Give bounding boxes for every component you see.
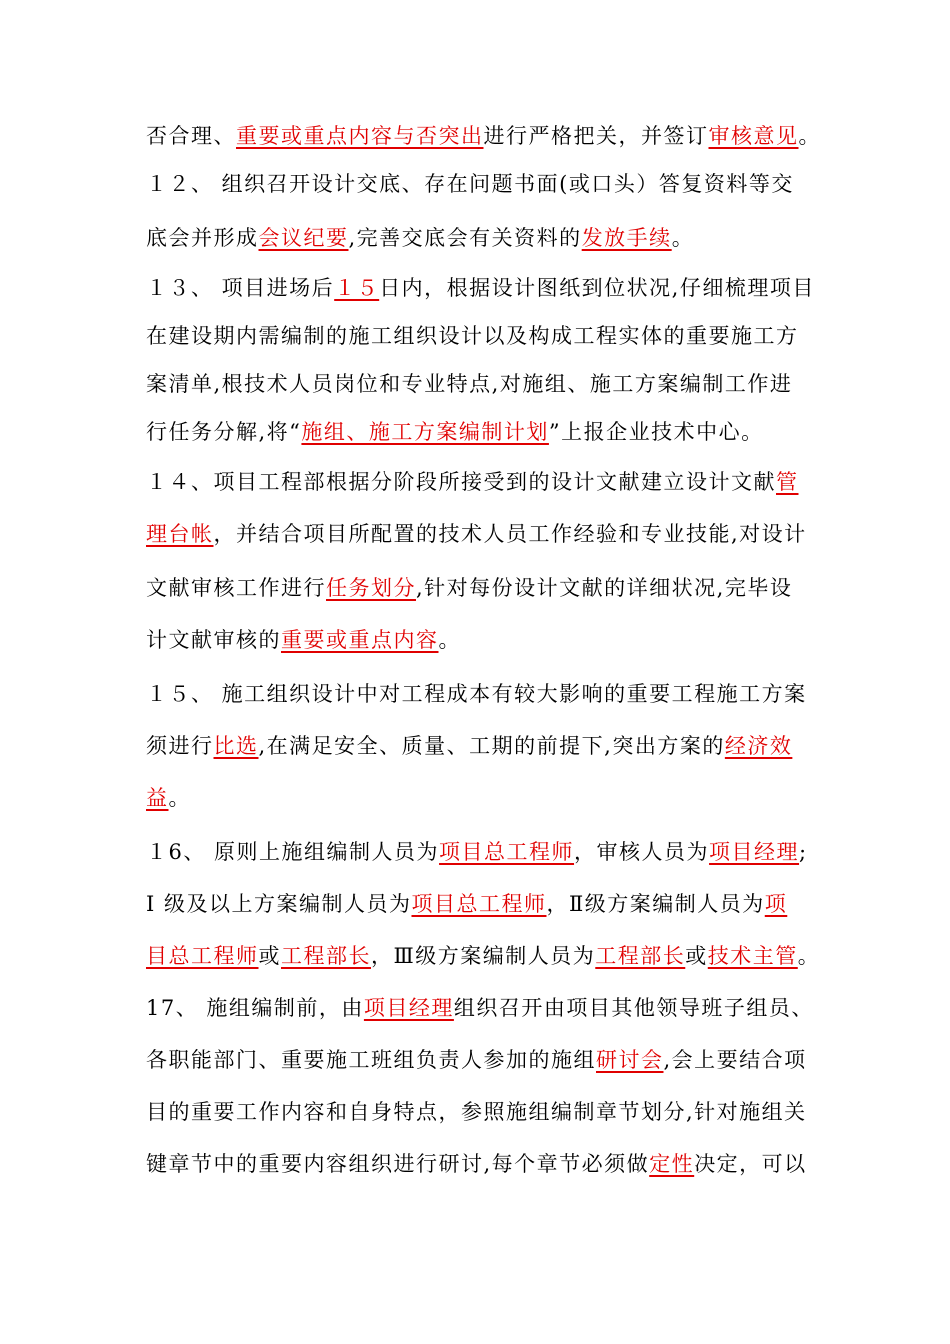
text-line (146, 220, 826, 256)
text-run: 。 (671, 226, 695, 250)
highlighted-term: 理台帐 (146, 522, 214, 546)
text-run: 或 (258, 944, 281, 968)
text-run: ，Ⅲ级方案编制人员为 (371, 944, 596, 968)
text-run: ，审核人员为 (574, 840, 710, 864)
text-run: Ⅰ 级及以上方案编制人员为 (146, 892, 412, 916)
text-run: 目的重要工作内容和自身特点，参照施组编制章节划分,针对施组关 (146, 1100, 807, 1124)
highlighted-term: 审核意见 (708, 124, 799, 148)
text-run: 决定，可以 (694, 1152, 807, 1176)
highlighted-term: 项目经理 (363, 996, 454, 1020)
text-line (146, 834, 826, 870)
text-line (146, 318, 826, 354)
text-run: 。 (168, 786, 191, 810)
text-line (146, 118, 826, 154)
text-run: 组织召开由项目其他领导班子组员、 (453, 996, 814, 1020)
text-run: ,会上要结合项 (663, 1048, 807, 1072)
highlighted-term: 目总工程师 (146, 944, 259, 968)
text-line (146, 780, 826, 816)
text-run: １４、项目工程部根据分阶段所接受到的设计文献建立设计文献 (146, 470, 776, 494)
text-line (146, 886, 826, 922)
text-line (146, 270, 826, 306)
highlighted-term: 技术主管 (707, 944, 798, 968)
text-line (146, 414, 826, 450)
text-run: 各职能部门、重要施工班组负责人参加的施组 (146, 1048, 596, 1072)
text-run: 日内，根据设计图纸到位状况,仔细梳理项目 (379, 276, 815, 300)
text-line (146, 366, 826, 402)
text-run: 否合理、 (146, 124, 236, 148)
highlighted-term: 经济效 (724, 734, 793, 758)
text-run: 。 (438, 628, 461, 652)
text-run: ”上报企业技术中心。 (548, 420, 764, 444)
text-run: 。 (798, 124, 821, 148)
text-run: ，Ⅱ级方案编制人员为 (546, 892, 765, 916)
text-line (146, 166, 826, 202)
highlighted-term: 工程部长 (281, 944, 371, 968)
text-run: 底会并形成 (146, 226, 259, 250)
highlighted-term: 会议纪要 (258, 226, 349, 250)
text-line (146, 1042, 826, 1078)
highlighted-term: 益 (146, 786, 169, 810)
text-line (146, 990, 826, 1026)
text-run: 或 (685, 944, 708, 968)
text-run: 文献审核工作进行 (146, 576, 326, 600)
highlighted-term: 研讨会 (596, 1048, 664, 1072)
text-run: 进行严格把关，并签订 (483, 124, 709, 148)
highlighted-term: 管 (776, 470, 799, 494)
text-run: 键章节中的重要内容组织进行研讨,每个章节必须做 (146, 1152, 650, 1176)
text-run: ,完善交底会有关资料的 (348, 226, 582, 250)
highlighted-term: 任务划分 (326, 576, 416, 600)
text-line (146, 622, 826, 658)
highlighted-term: １５ (334, 276, 380, 300)
text-run: 计文献审核的 (146, 628, 281, 652)
highlighted-term: 项目经理 (709, 840, 800, 864)
text-line (146, 938, 826, 974)
text-line (146, 464, 826, 500)
text-run: １３、 项目进场后 (146, 276, 335, 300)
text-line (146, 676, 826, 712)
text-run: 。 (797, 944, 821, 968)
text-run: ; (799, 840, 808, 864)
text-run: １6、 原则上施组编制人员为 (146, 840, 440, 864)
text-run: 17、 施组编制前，由 (146, 996, 364, 1020)
highlighted-term: 项目总工程师 (411, 892, 547, 916)
highlighted-term: 施组、施工方案编制计划 (301, 420, 549, 444)
text-run: 行任务分解,将“ (146, 420, 302, 444)
highlighted-term: 重要或重点内容与否突出 (236, 124, 484, 148)
highlighted-term: 比选 (213, 734, 259, 758)
text-run: ,针对每份设计文献的详细状况,完毕设 (416, 576, 793, 600)
text-line (146, 1146, 826, 1182)
highlighted-term: 定性 (649, 1152, 695, 1176)
text-run: 在建设期内需编制的施工组织设计以及构成工程实体的重要施工方 (146, 324, 799, 348)
text-line (146, 516, 826, 552)
text-line (146, 1094, 826, 1130)
highlighted-term: 工程部长 (595, 944, 686, 968)
highlighted-term: 项 (764, 892, 788, 916)
highlighted-term: 项目总工程师 (439, 840, 575, 864)
text-run: ，并结合项目所配置的技术人员工作经验和专业技能,对设计 (213, 522, 807, 546)
text-run: ,在满足安全、质量、工期的前提下,突出方案的 (258, 734, 725, 758)
text-run: 须进行 (146, 734, 214, 758)
text-line (146, 728, 826, 764)
text-line (146, 570, 826, 606)
highlighted-term: 重要或重点内容 (281, 628, 439, 652)
text-run: 案清单,根技术人员岗位和专业特点,对施组、施工方案编制工作进 (146, 372, 793, 396)
highlighted-term: 发放手续 (581, 226, 672, 250)
text-run: １２、 组织召开设计交底、存在问题书面(或口头）答复资料等交 (146, 172, 794, 196)
text-run: １５、 施工组织设计中对工程成本有较大影响的重要工程施工方案 (146, 682, 807, 706)
